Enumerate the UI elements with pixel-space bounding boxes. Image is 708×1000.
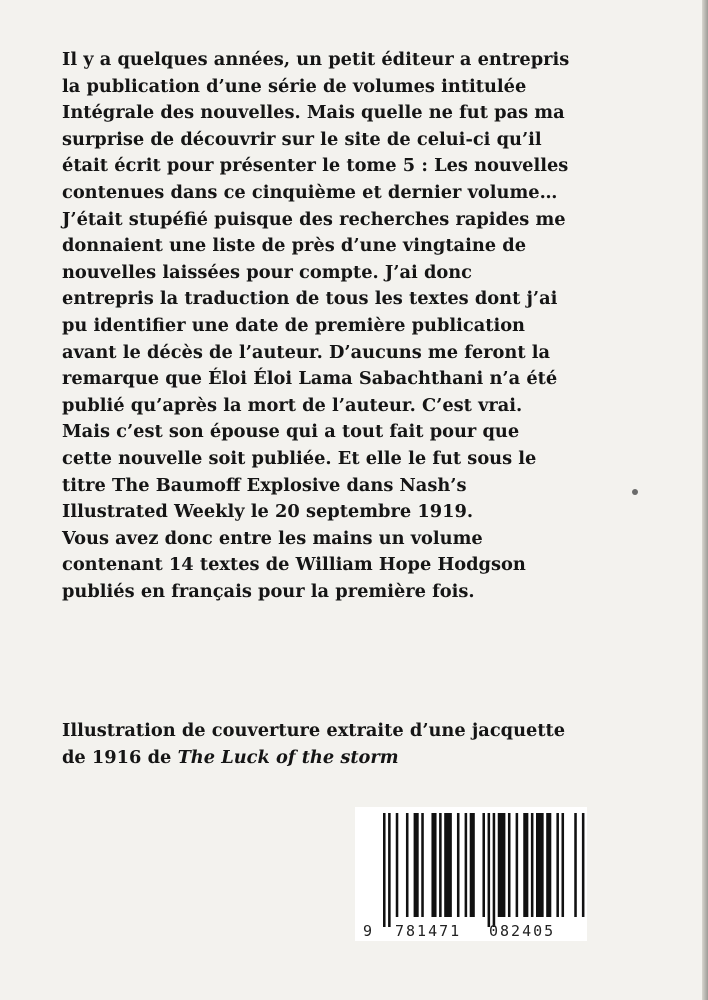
barcode-bar — [508, 813, 511, 917]
barcode-bar — [470, 813, 475, 917]
blurb-line: avant le décès de l’auteur. D’aucuns me feront la — [62, 341, 551, 363]
isbn-barcode — [355, 807, 587, 941]
barcode-bar — [431, 813, 436, 917]
back-cover-blurb — [62, 47, 702, 605]
barcode-left-digits: 781471 — [395, 922, 462, 940]
blurb-line: Mais c’est son épouse qui a tout fait pour que — [62, 421, 520, 443]
barcode-bar — [444, 813, 452, 917]
dust-speck — [632, 489, 638, 495]
blurb-line: était écrit pour présenter le tome 5 : Les nouvelles — [62, 155, 569, 177]
blurb-line: remarque que Éloi Éloi Lama Sabachthani n’a été — [62, 368, 558, 390]
barcode-bar — [493, 813, 496, 927]
cover-illustration-credit — [62, 718, 702, 771]
barcode-bar — [556, 813, 559, 917]
barcode-bar — [582, 813, 585, 917]
blurb-line: Illustrated Weekly le 20 septembre 1919. — [62, 501, 474, 523]
barcode-right-digits: 082405 — [489, 922, 556, 940]
barcode-bar — [439, 813, 442, 917]
blurb-line: titre The Baumoff Explosive dans Nash’s — [62, 474, 467, 496]
barcode-bar — [523, 813, 528, 917]
barcode-bar — [562, 813, 565, 917]
page-edge-shadow — [702, 0, 708, 1000]
barcode-bar — [383, 813, 386, 927]
blurb-line: Vous avez donc entre les mains un volume — [62, 527, 483, 549]
blurb-line: publiés en français pour la première fois. — [62, 580, 475, 602]
barcode-bar — [531, 813, 534, 917]
barcode-bar — [482, 813, 485, 917]
blurb-line: pu identifier une date de première publication — [62, 314, 525, 336]
blurb-line: donnaient une liste de près d’une vingtaine de — [62, 235, 527, 257]
barcode-bar — [488, 813, 491, 927]
barcode-bar — [388, 813, 391, 927]
book-title: The Luck of the storm — [177, 746, 399, 768]
barcode-lead-digit: 9 — [363, 922, 373, 940]
barcode-bars — [383, 813, 587, 927]
barcode-bar — [406, 813, 409, 917]
barcode-graphic — [355, 807, 587, 941]
barcode-bar — [546, 813, 551, 917]
barcode-bar — [465, 813, 468, 917]
credit-line-2 — [62, 745, 702, 772]
blurb-line: publié qu’après la mort de l’auteur. C’est vrai. — [62, 394, 523, 416]
barcode-bar — [536, 813, 544, 917]
credit-line-1: Illustration de couverture extraite d’une jacquette — [62, 720, 566, 741]
credit-prefix: de 1916 de — [62, 746, 178, 768]
blurb-line: entrepris la traduction de tous les textes dont j’ai — [62, 288, 558, 310]
blurb-line: J’était stupéfié puisque des recherches rapides me — [62, 208, 566, 230]
blurb-line: contenant 14 textes de William Hope Hodgson — [62, 554, 526, 576]
barcode-bar — [498, 813, 506, 917]
barcode-bar — [516, 813, 519, 917]
barcode-bar — [421, 813, 424, 917]
barcode-bar — [457, 813, 460, 917]
barcode-bar — [414, 813, 419, 917]
blurb-line: Il y a quelques années, un petit éditeur a entrepris — [62, 49, 570, 70]
barcode-bar — [574, 813, 577, 917]
blurb-line: la publication d’une série de volumes intitulée — [62, 75, 527, 97]
barcode-bar — [396, 813, 399, 917]
blurb-line: surprise de découvrir sur le site de celui-ci qu’il — [62, 128, 542, 150]
blurb-line: nouvelles laissées pour compte. J’ai donc — [62, 261, 473, 283]
blurb-line: cette nouvelle soit publiée. Et elle le fut sous le — [62, 447, 537, 469]
blurb-line: Intégrale des nouvelles. Mais quelle ne fut pas ma — [62, 102, 565, 124]
blurb-line: contenues dans ce cinquième et dernier volume… — [62, 181, 558, 203]
